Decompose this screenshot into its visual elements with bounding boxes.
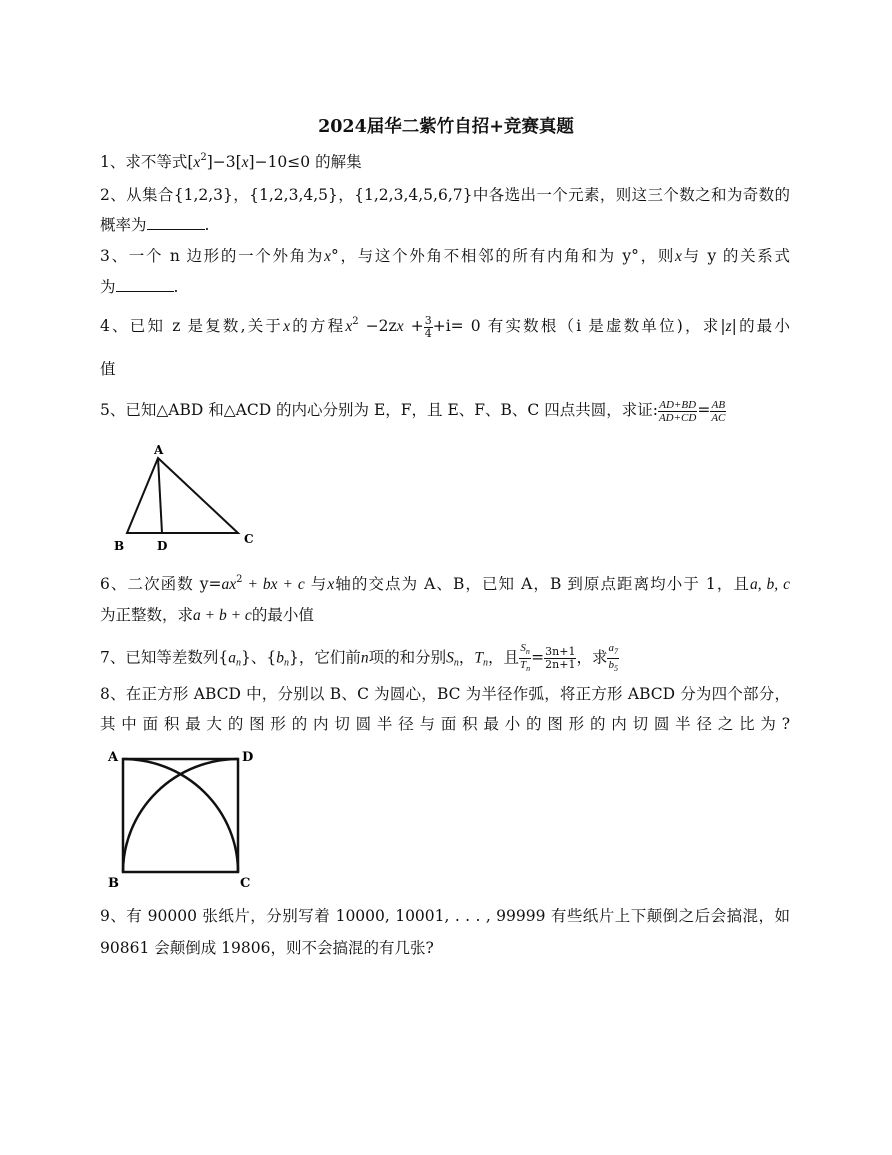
triangle-abc xyxy=(127,458,238,533)
question-6-line-2: 为正整数，求a + b + c的最小值 xyxy=(100,606,314,624)
answer-blank xyxy=(147,217,205,230)
square-arcs-figure xyxy=(100,745,270,895)
question-3-line-2: 为 . xyxy=(100,278,179,296)
page-title: 2024届华二紫竹自招+竞赛真题 xyxy=(318,117,574,137)
question-4-line-1: 4、已知 z 是复数,关于x的方程$x^2 -2zx$ + $\frac{3}{4}$ +i= 0 有实数根（i 是虚数单位)，求|z|的最小 xyxy=(100,313,790,340)
fraction-three-quarters: $\frac{3}{4}$ xyxy=(424,313,432,340)
label-a: A xyxy=(108,750,119,765)
label-c: C xyxy=(240,876,251,891)
question-8-line-2: 其中面积最大的图形的内切圆半径与面积最小的图形的内切圆半径之比为? xyxy=(100,715,790,733)
label-a: A xyxy=(154,443,164,457)
label-d: D xyxy=(242,750,254,765)
question-3-line-1: 3、一个 n 边形的一个外角为x°，与这个外角不相邻的所有内角和为 y°，则x与 y 的关系式 xyxy=(100,247,790,265)
fraction-s-over-t: $\frac{S_n}{T_n}$ xyxy=(520,642,531,674)
question-9-line-2: 90861 会颠倒成 19806，则不会搞混的有几张? xyxy=(100,939,434,957)
triangle-figure xyxy=(105,440,275,555)
fraction-a7-b5: $\frac{a_7}{b_5}$ xyxy=(608,642,618,674)
fraction-ab-ac: $\frac{AB}{AC}$ xyxy=(711,398,726,424)
arc-centered-c xyxy=(123,759,238,872)
label-b: B xyxy=(108,876,119,891)
question-6-line-1: 6、二次函数 $y=ax^2$ + bx + c 与x轴的交点为 A、B，已知 A，B 到原点距离均小于 1，且a, b, c xyxy=(100,574,790,593)
arc-centered-b xyxy=(123,759,238,872)
question-2-line-1: 2、从集合{1,2,3}，{1,2,3,4,5}，{1,2,3,4,5,6,7}中各选出一个元素，则这三个数之和为奇数的 xyxy=(100,186,790,204)
question-8-line-1: 8、在正方形 ABCD 中，分别以 B、C 为圆心，BC 为半径作弧，将正方形 ABCD 分为四个部分， xyxy=(100,685,790,703)
label-b: B xyxy=(114,539,125,553)
question-2-line-2: 概率为 . xyxy=(100,216,210,234)
question-1: 1、求不等式$[x^2]-3[x]-10\le 0$ 的解集 xyxy=(100,152,362,171)
square-abcd xyxy=(123,759,238,872)
label-d: D xyxy=(157,539,168,553)
segment-ad xyxy=(158,458,162,533)
fraction-ratio: $\frac{3n+1}{2n+1}$ xyxy=(545,645,576,672)
question-7: 7、已知等差数列$\{a_n\}$、$\{b_n\}$，它们前n项的和分别$S_n$，$T_n$，且 $\frac{S_n}{T_n}$ = $\frac{3n+1}{2n+1}$ ，求 $\frac{a_7}{b_5}$ xyxy=(100,642,618,674)
label-c: C xyxy=(244,532,254,546)
fraction-ad-bd: $\frac{AD+BD}{AD+CD}$ xyxy=(658,398,697,424)
question-4-line-2: 值 xyxy=(100,360,116,378)
answer-blank xyxy=(116,279,174,292)
question-5: 5、已知△ABD 和△ACD 的内心分别为 E，F，且 E、F、B、C 四点共圆，求证: $\frac{AD+BD}{AD+CD}$ = $\frac{AB}{AC}$ xyxy=(100,398,726,424)
question-9-line-1: 9、有 90000 张纸片，分别写着 10000, 10001, . . . , 99999 有些纸片上下颠倒之后会搞混，如 xyxy=(100,907,790,925)
